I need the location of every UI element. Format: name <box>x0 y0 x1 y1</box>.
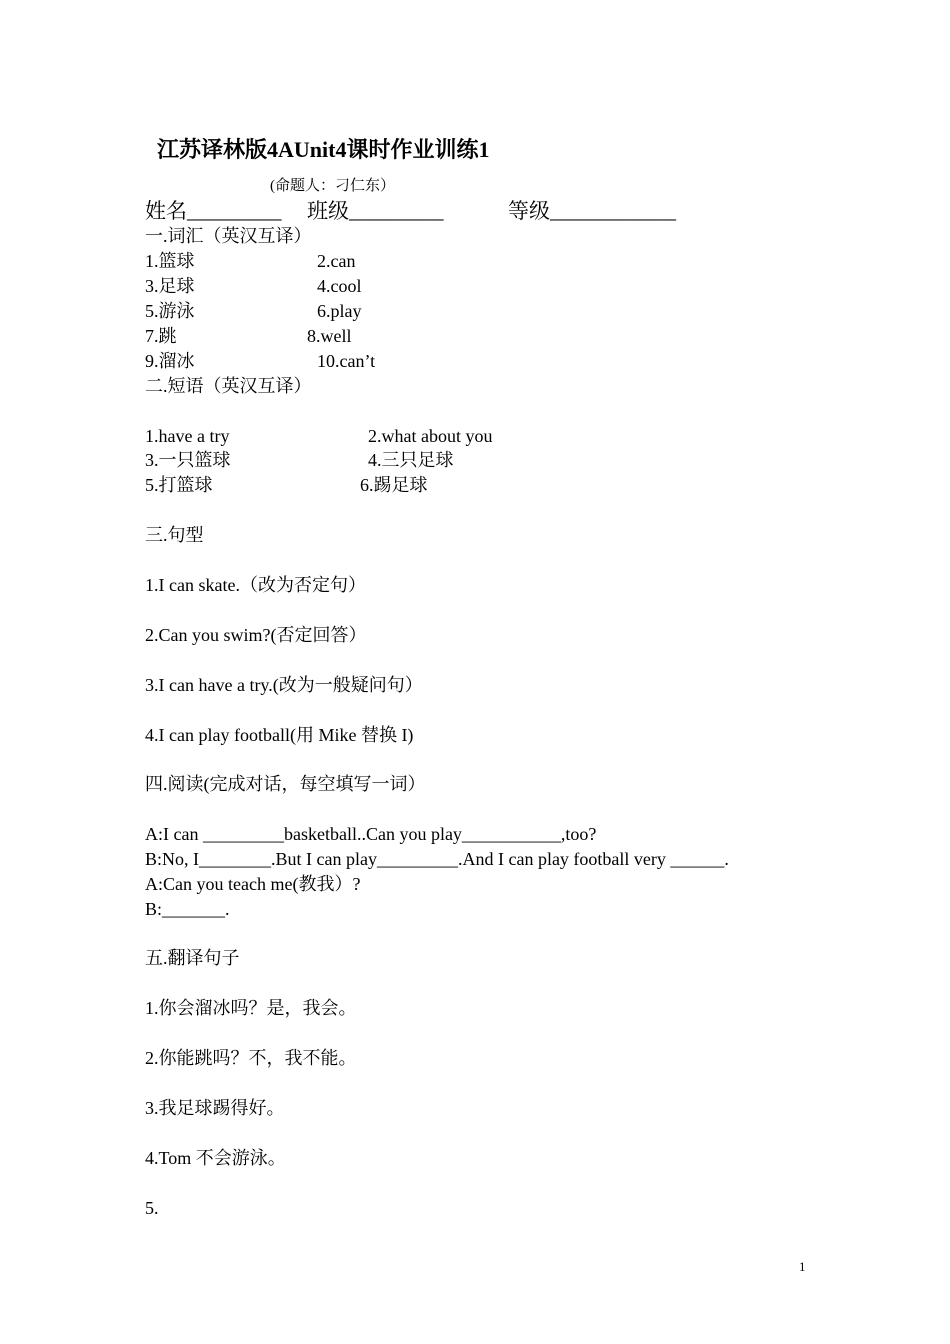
sentence-item: 3.I can have a try.(改为一般疑问句） <box>145 675 423 695</box>
phrase-item: 1.have a try <box>145 426 230 446</box>
sentence-item: 2.Can you swim?(否定回答） <box>145 625 367 645</box>
vocab-item: 8.well <box>307 326 352 346</box>
translation-item: 1.你会溜冰吗？是，我会。 <box>145 998 357 1018</box>
translation-item: 3.我足球踢得好。 <box>145 1098 285 1118</box>
author-line: (命题人：刁仁东） <box>270 178 395 194</box>
sentence-item: 1.I can skate.（改为否定句） <box>145 575 366 595</box>
section-heading-translation: 五.翻译句子 <box>145 948 240 968</box>
section-heading-sentence-patterns: 三.句型 <box>145 525 204 545</box>
dialogue-line: B:_______. <box>145 899 230 919</box>
translation-item: 5. <box>145 1198 159 1218</box>
vocab-item: 7.跳 <box>145 326 177 346</box>
vocab-item: 5.游泳 <box>145 301 195 321</box>
phrase-item: 6.踢足球 <box>360 475 428 495</box>
dialogue-line: A:Can you teach me(教我）? <box>145 874 361 894</box>
vocab-item: 3.足球 <box>145 276 195 296</box>
phrase-item: 4.三只足球 <box>368 450 454 470</box>
translation-item: 4.Tom 不会游泳。 <box>145 1148 286 1168</box>
section-heading-reading: 四.阅读(完成对话，每空填写一词） <box>145 774 426 794</box>
dialogue-line: B:No, I________.But I can play_________.And I can play football very ______. <box>145 849 729 869</box>
section-heading-phrases: 二.短语（英汉互译） <box>145 376 312 396</box>
section-heading-vocabulary: 一.词汇（英汉互译） <box>145 226 312 246</box>
vocab-item: 9.溜冰 <box>145 351 195 371</box>
sentence-item: 4.I can play football(用 Mike 替换 I) <box>145 725 414 745</box>
class-field: 班级_________ <box>307 199 444 223</box>
vocab-item: 2.can <box>317 251 356 271</box>
vocab-item: 10.can’t <box>317 351 376 371</box>
phrase-item: 2.what about you <box>368 426 493 446</box>
phrase-item: 3.一只篮球 <box>145 450 231 470</box>
vocab-item: 4.cool <box>317 276 362 296</box>
vocab-item: 1.篮球 <box>145 251 195 271</box>
phrase-item: 5.打篮球 <box>145 475 213 495</box>
grade-field: 等级____________ <box>508 199 676 223</box>
document-title: 江苏译林版4AUnit4课时作业训练1 <box>157 137 490 162</box>
page-number: 1 <box>799 1259 806 1274</box>
name-field: 姓名_________ <box>145 199 282 223</box>
dialogue-line: A:I can _________basketball..Can you play___________,too? <box>145 824 597 844</box>
translation-item: 2.你能跳吗？不，我不能。 <box>145 1048 357 1068</box>
vocab-item: 6.play <box>317 301 362 321</box>
